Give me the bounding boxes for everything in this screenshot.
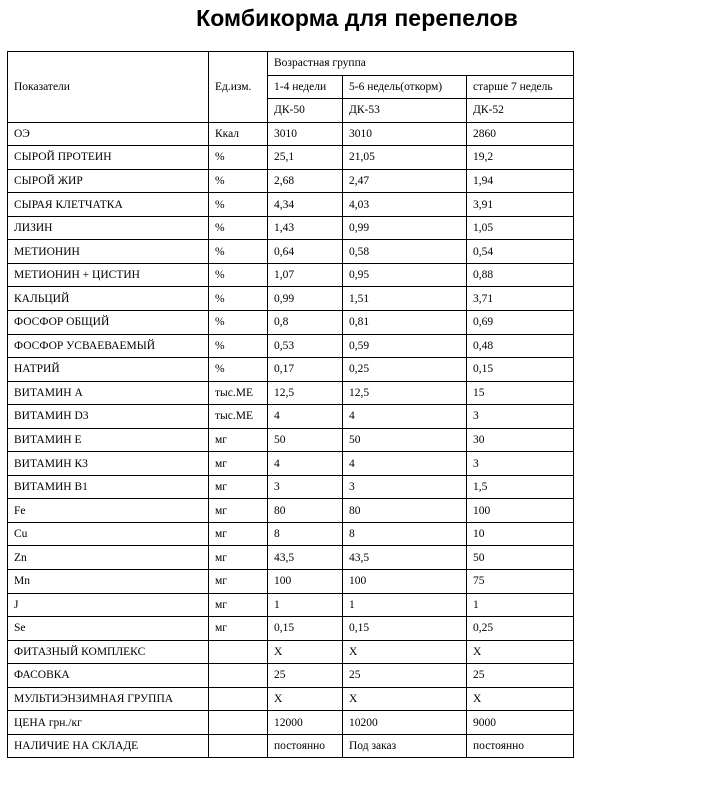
value-cell: 12,5 — [343, 381, 467, 405]
unit-cell: мг — [209, 428, 268, 452]
value-cell: 50 — [268, 428, 343, 452]
parameter-name-cell: ЦЕНА грн./кг — [8, 711, 209, 735]
table-row — [8, 640, 574, 664]
table-row — [8, 358, 574, 382]
unit-cell: % — [209, 169, 268, 193]
param-column-header: Показатели — [8, 52, 209, 123]
value-cell: 8 — [268, 522, 343, 546]
value-cell: 3 — [467, 452, 574, 476]
value-cell: 80 — [343, 499, 467, 523]
value-cell: 0,88 — [467, 263, 574, 287]
value-cell: 12,5 — [268, 381, 343, 405]
value-cell: 3,71 — [467, 287, 574, 311]
table-row — [8, 169, 574, 193]
table-row — [8, 593, 574, 617]
parameter-name-cell: НАЛИЧИЕ НА СКЛАДЕ — [8, 734, 209, 758]
value-cell: 0,48 — [467, 334, 574, 358]
unit-cell: % — [209, 334, 268, 358]
unit-cell: % — [209, 311, 268, 335]
value-cell: 3 — [467, 405, 574, 429]
parameter-name-cell: КАЛЬЦИЙ — [8, 287, 209, 311]
parameter-name-cell: ФИТАЗНЫЙ КОМПЛЕКС — [8, 640, 209, 664]
age-group-cell: 1-4 недели — [268, 75, 343, 99]
value-cell: 25 — [268, 664, 343, 688]
value-cell: 1 — [343, 593, 467, 617]
value-cell: 3 — [268, 475, 343, 499]
value-cell: 1 — [467, 593, 574, 617]
value-cell: 0,95 — [343, 263, 467, 287]
value-cell: Х — [268, 640, 343, 664]
parameter-name-cell: ВИТАМИН К3 — [8, 452, 209, 476]
unit-cell: % — [209, 193, 268, 217]
value-cell: 0,53 — [268, 334, 343, 358]
age-group-header: Возрастная группа — [268, 52, 574, 76]
parameter-name-cell: ВИТАМИН D3 — [8, 405, 209, 429]
product-code-cell: ДК-53 — [343, 99, 467, 123]
value-cell: Х — [343, 687, 467, 711]
value-cell: 25,1 — [268, 146, 343, 170]
parameter-name-cell: Zn — [8, 546, 209, 570]
value-cell: Х — [467, 687, 574, 711]
value-cell: 0,59 — [343, 334, 467, 358]
product-code-cell: ДК-50 — [268, 99, 343, 123]
unit-cell — [209, 734, 268, 758]
unit-cell: мг — [209, 452, 268, 476]
table-row — [8, 475, 574, 499]
value-cell: 0,8 — [268, 311, 343, 335]
value-cell: 0,17 — [268, 358, 343, 382]
value-cell: постоянно — [268, 734, 343, 758]
table-row — [8, 570, 574, 594]
value-cell: 10 — [467, 522, 574, 546]
table-row — [8, 334, 574, 358]
parameter-name-cell: Mn — [8, 570, 209, 594]
unit-cell — [209, 711, 268, 735]
table-row — [8, 546, 574, 570]
unit-cell: мг — [209, 546, 268, 570]
parameter-name-cell: ОЭ — [8, 122, 209, 146]
value-cell: 1,94 — [467, 169, 574, 193]
value-cell: 1,07 — [268, 263, 343, 287]
table-row — [8, 617, 574, 641]
table-row — [8, 193, 574, 217]
parameter-name-cell: ВИТАМИН А — [8, 381, 209, 405]
value-cell: 2,47 — [343, 169, 467, 193]
parameter-name-cell: ФОСФОР УСВАЕВАЕМЫЙ — [8, 334, 209, 358]
value-cell: 0,64 — [268, 240, 343, 264]
value-cell: 0,15 — [467, 358, 574, 382]
value-cell: 100 — [268, 570, 343, 594]
value-cell: 0,81 — [343, 311, 467, 335]
table-row — [8, 734, 574, 758]
table-row — [8, 287, 574, 311]
table-row — [8, 263, 574, 287]
value-cell: 75 — [467, 570, 574, 594]
parameter-name-cell: НАТРИЙ — [8, 358, 209, 382]
table-row — [8, 311, 574, 335]
value-cell: 19,2 — [467, 146, 574, 170]
unit-cell: % — [209, 146, 268, 170]
value-cell: 100 — [467, 499, 574, 523]
value-cell: 43,5 — [343, 546, 467, 570]
unit-cell: тыс.МЕ — [209, 381, 268, 405]
value-cell: 1,05 — [467, 216, 574, 240]
value-cell: 0,99 — [268, 287, 343, 311]
age-group-cell: старше 7 недель — [467, 75, 574, 99]
unit-cell: мг — [209, 499, 268, 523]
table-row — [8, 146, 574, 170]
unit-cell — [209, 640, 268, 664]
value-cell: 0,54 — [467, 240, 574, 264]
parameter-name-cell: Cu — [8, 522, 209, 546]
unit-cell: % — [209, 240, 268, 264]
value-cell: 4 — [343, 405, 467, 429]
value-cell: 8 — [343, 522, 467, 546]
parameter-name-cell: ЛИЗИН — [8, 216, 209, 240]
table-row — [8, 687, 574, 711]
table-row — [8, 428, 574, 452]
unit-column-header: Ед.изм. — [209, 52, 268, 123]
value-cell: 4 — [268, 405, 343, 429]
value-cell: 4,34 — [268, 193, 343, 217]
parameter-name-cell: J — [8, 593, 209, 617]
value-cell: 3010 — [343, 122, 467, 146]
parameter-name-cell: МЕТИОНИН — [8, 240, 209, 264]
unit-cell: % — [209, 216, 268, 240]
value-cell: 0,15 — [268, 617, 343, 641]
table-row — [8, 711, 574, 735]
value-cell: 50 — [343, 428, 467, 452]
unit-cell: тыс.МЕ — [209, 405, 268, 429]
table-row — [8, 381, 574, 405]
value-cell: 0,69 — [467, 311, 574, 335]
value-cell: 2860 — [467, 122, 574, 146]
value-cell: 0,99 — [343, 216, 467, 240]
value-cell: 25 — [467, 664, 574, 688]
parameter-name-cell: ВИТАМИН В1 — [8, 475, 209, 499]
table-row — [8, 240, 574, 264]
value-cell: 3 — [343, 475, 467, 499]
unit-cell: % — [209, 287, 268, 311]
parameter-name-cell: МЕТИОНИН + ЦИСТИН — [8, 263, 209, 287]
value-cell: 0,58 — [343, 240, 467, 264]
value-cell: 100 — [343, 570, 467, 594]
parameter-name-cell: СЫРОЙ ПРОТЕИН — [8, 146, 209, 170]
parameter-name-cell: ФОСФОР ОБЩИЙ — [8, 311, 209, 335]
value-cell: 50 — [467, 546, 574, 570]
value-cell: 1,5 — [467, 475, 574, 499]
value-cell: 21,05 — [343, 146, 467, 170]
table-row — [8, 405, 574, 429]
parameter-name-cell: ВИТАМИН Е — [8, 428, 209, 452]
value-cell: 1,43 — [268, 216, 343, 240]
table-row — [8, 122, 574, 146]
unit-cell: мг — [209, 522, 268, 546]
table-row — [8, 452, 574, 476]
value-cell: 3,91 — [467, 193, 574, 217]
parameter-name-cell: СЫРОЙ ЖИР — [8, 169, 209, 193]
value-cell: 9000 — [467, 711, 574, 735]
unit-cell — [209, 687, 268, 711]
age-group-cell: 5-6 недель(откорм) — [343, 75, 467, 99]
value-cell: 30 — [467, 428, 574, 452]
value-cell: 4 — [343, 452, 467, 476]
unit-cell — [209, 664, 268, 688]
value-cell: 10200 — [343, 711, 467, 735]
table-row — [8, 499, 574, 523]
unit-cell: Ккал — [209, 122, 268, 146]
parameter-name-cell: Se — [8, 617, 209, 641]
value-cell: 0,15 — [343, 617, 467, 641]
value-cell: 43,5 — [268, 546, 343, 570]
value-cell: 15 — [467, 381, 574, 405]
unit-cell: мг — [209, 617, 268, 641]
value-cell: 1 — [268, 593, 343, 617]
value-cell: 80 — [268, 499, 343, 523]
parameter-name-cell: ФАСОВКА — [8, 664, 209, 688]
value-cell: Х — [467, 640, 574, 664]
parameter-name-cell: МУЛЬТИЭНЗИМНАЯ ГРУППА — [8, 687, 209, 711]
value-cell: 3010 — [268, 122, 343, 146]
table-row — [8, 522, 574, 546]
table-row — [8, 216, 574, 240]
value-cell: 0,25 — [343, 358, 467, 382]
value-cell: 0,25 — [467, 617, 574, 641]
feed-table — [7, 51, 574, 758]
unit-cell: мг — [209, 475, 268, 499]
value-cell: Х — [343, 640, 467, 664]
value-cell: 12000 — [268, 711, 343, 735]
value-cell: Под заказ — [343, 734, 467, 758]
unit-cell: % — [209, 358, 268, 382]
page-title: Комбикорма для перепелов — [196, 5, 518, 31]
table-body — [8, 52, 574, 758]
product-code-cell: ДК-52 — [467, 99, 574, 123]
parameter-name-cell: Fe — [8, 499, 209, 523]
value-cell: Х — [268, 687, 343, 711]
header-row-age-group — [8, 52, 574, 76]
value-cell: 4 — [268, 452, 343, 476]
table-row — [8, 664, 574, 688]
unit-cell: % — [209, 263, 268, 287]
unit-cell: мг — [209, 593, 268, 617]
value-cell: постоянно — [467, 734, 574, 758]
value-cell: 25 — [343, 664, 467, 688]
value-cell: 2,68 — [268, 169, 343, 193]
value-cell: 4,03 — [343, 193, 467, 217]
value-cell: 1,51 — [343, 287, 467, 311]
unit-cell: мг — [209, 570, 268, 594]
parameter-name-cell: СЫРАЯ КЛЕТЧАТКА — [8, 193, 209, 217]
